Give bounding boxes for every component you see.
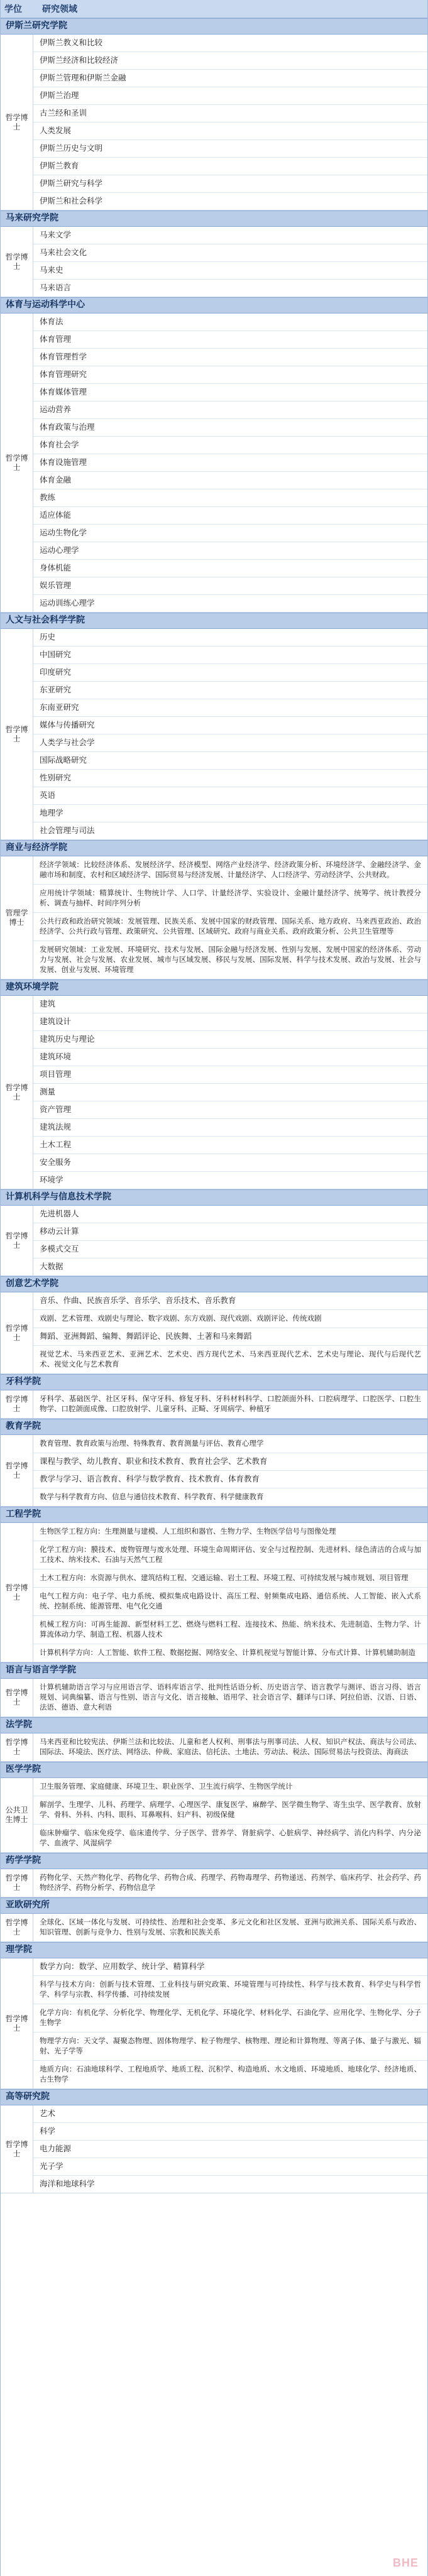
field-item: 娱乐管理 (33, 577, 427, 595)
field-item: 先进机器人 (33, 1206, 427, 1223)
school-section (1, 629, 427, 840)
field-item: 机械工程方向：可再生能源、新型材料工艺、燃烧与燃料工程、连接技术、热能、纳米技术、先进制造、生物力学、计算流体动力学、制造工程、机器人技术 (33, 1616, 427, 1644)
field-item: 电力能源 (33, 2141, 427, 2158)
field-item: 科学 (33, 2123, 427, 2141)
field-item: 应用统计学领域：精算统计、生物统计学、人口学、计量经济学、实验设计、金融计量经济学、统筹学、统计教授分析、调查与抽样、时间序列分析 (33, 885, 427, 913)
field-item: 适应体能 (33, 507, 427, 525)
field-list (33, 2105, 427, 2193)
field-item: 人类发展 (33, 123, 427, 140)
field-item: 地理学 (33, 805, 427, 822)
field-item: 运动营养 (33, 401, 427, 419)
field-list (33, 314, 427, 612)
field-item: 大数据 (40, 1262, 63, 1271)
school-section (1, 1292, 427, 1374)
school-title: 法学院 (1, 1717, 427, 1733)
field-item: 伊斯兰研究与科学 (33, 175, 427, 193)
degree-label: 管理学博士 (1, 856, 33, 979)
field-item: 东南亚研究 (33, 699, 427, 717)
school-section (1, 35, 427, 210)
degree-label: 哲学博士 (1, 227, 33, 297)
field-item: 建筑设计 (33, 1013, 427, 1031)
field-item: 建筑 (33, 996, 427, 1013)
degree-label: 哲学博士 (1, 1679, 33, 1716)
school-section (1, 1958, 427, 2089)
field-list (33, 1733, 427, 1761)
school-title: 工程学院 (1, 1507, 427, 1523)
field-item: 体育媒体管理 (33, 384, 427, 401)
field-item: 数学与科学教育方向、信息与通信技术教育、科学教育、科学健康教育 (40, 1493, 264, 1501)
field-item: 生物医学工程方向：生理测量与建模、人工组织和器官、生物力学、生物医学信号与图像处理 (33, 1523, 427, 1541)
field-item: 历史 (33, 629, 427, 647)
field-list (33, 1869, 427, 1897)
field-item: 测量 (33, 1084, 427, 1101)
field-item: 音乐、作曲、民族音乐学、音乐学、音乐技术、音乐教育 (33, 1292, 427, 1310)
school-section (1, 996, 427, 1189)
field-item: 体育管理研究 (33, 366, 427, 384)
school-section (1, 1733, 427, 1762)
school-title: 人文与社会科学学院 (1, 613, 427, 629)
field-item: 伊斯兰经济和比较经济 (33, 52, 427, 70)
field-item: 舞蹈、亚洲舞蹈、编舞、舞蹈评论、民族舞、土著和马来舞蹈 (33, 1328, 427, 1346)
header-field: 研究领域 (42, 5, 77, 14)
field-item: 建筑历史与理论 (33, 1031, 427, 1049)
field-list (33, 1679, 427, 1716)
field-list (33, 996, 427, 1189)
field-item: 计算机科学方向：人工智能、软件工程、数据挖掘、网络安全、计算机视觉与智能计算、分布式计算、计算机辅助制造 (40, 1649, 415, 1657)
field-item: 马来社会文化 (33, 244, 427, 262)
school-section (1, 2105, 427, 2193)
field-item: 运动生物化学 (33, 525, 427, 542)
field-list (33, 1914, 427, 1941)
field-item: 地质方向：石油地球科学、工程地质学、地质工程、沉积学、构造地质、水文地质、环境地质、地球化学、经济地质、古生物学 (40, 2066, 421, 2083)
field-item: 资产管理 (33, 1101, 427, 1119)
field-item: 经济学领域：比较经济体系、发展经济学、经济模型、网络产业经济学、经济政策分析、环境经济学、金融经济学、金融市场和制度、农村和区域经济学、国际贸易与经济发展、计量经济学、人口经济学、劳动经济学、公共财政。 (33, 856, 427, 885)
school-title: 建筑环境学院 (1, 980, 427, 996)
field-item: 数学方向：数学、应用数学、统计学、精算科学 (33, 1958, 427, 1976)
field-item: 体育法 (33, 314, 427, 331)
field-list (33, 1206, 427, 1275)
field-item: 光子学 (33, 2158, 427, 2176)
degree-label: 哲学博士 (1, 1206, 33, 1275)
field-item: 运动心理学 (33, 542, 427, 560)
degree-label: 公共卫生博士 (1, 1778, 33, 1852)
watermark-logo: BHE (392, 2557, 419, 2569)
field-list (33, 1390, 427, 1418)
field-item: 建筑环境 (33, 1049, 427, 1066)
field-item: 环境学 (40, 1176, 63, 1184)
field-item: 马来西亚和比较宪法、伊斯兰法和比较法、儿童和老人权利、刑事法与刑事司法、人权、知识产权法、商法与公司法、国际法、环境法、医疗法、网络法、仲裁、家庭法、信托法、土地法、劳动法、税法、国际贸易法与投资法、海商法 (40, 1738, 421, 1756)
degree-label: 哲学博士 (1, 314, 33, 612)
school-section (1, 314, 427, 613)
field-item: 伊斯兰管理和伊斯兰金融 (33, 70, 427, 87)
field-item: 体育金融 (33, 472, 427, 489)
field-item: 视觉艺术、马来西亚艺术、亚洲艺术、艺术史、西方现代艺术、马来西亚现代艺术、艺术史与理论、现代与后现代艺术、视觉文化与艺术教育 (40, 1351, 421, 1368)
school-section (1, 1914, 427, 1942)
field-item: 戏剧、艺术管理、戏剧史与理论、数字戏剧、东方戏剧、现代戏剧、戏剧评论、传统戏剧 (33, 1310, 427, 1328)
school-section (1, 1435, 427, 1507)
field-item: 教育管理、教育政策与治理、特殊教育、教育测量与评估、教育心理学 (33, 1435, 427, 1453)
field-item: 土木工程 (33, 1137, 427, 1154)
table-header (1, 0, 427, 18)
field-item: 体育社会学 (33, 437, 427, 454)
field-item: 化学方向：有机化学、分析化学、物理化学、无机化学、环境化学、材料化学、石油化学、应用化学、生物化学、分子生物学 (33, 2004, 427, 2033)
field-list (33, 629, 427, 839)
field-item: 马来文学 (33, 227, 427, 244)
field-item: 古兰经和圣训 (33, 105, 427, 123)
school-section (1, 1390, 427, 1419)
field-item: 伊斯兰历史与文明 (33, 140, 427, 158)
field-list (33, 1523, 427, 1662)
field-item: 海洋和地球科学 (40, 2180, 95, 2188)
school-title: 药学学院 (1, 1853, 427, 1869)
field-item: 身体机能 (33, 560, 427, 577)
school-title: 体育与运动科学中心 (1, 297, 427, 314)
school-title: 马来研究学院 (1, 210, 427, 227)
degree-label: 哲学博士 (1, 629, 33, 839)
field-item: 人类学与社会学 (33, 734, 427, 752)
field-item: 伊斯兰教义和比较 (33, 35, 427, 52)
school-title: 教育学院 (1, 1419, 427, 1435)
field-list (33, 227, 427, 297)
field-item: 建筑法规 (33, 1119, 427, 1137)
field-item: 体育设施管理 (33, 454, 427, 472)
field-item: 教学与学习、语言教育、科学与数学教育、技术教育、体育教育 (33, 1471, 427, 1488)
field-item: 牙科学、基础医学、社区牙科、保守牙科、修复牙科、牙科材料科学、口腔颌面外科、口腔病理学、口腔医学、口腔生物学、口腔颌面成像、口腔放射学、儿童牙科、正畸、牙周病学、种植牙 (40, 1395, 421, 1413)
field-item: 全球化、区域一体化与发展、可持续性、治理和社会变革、多元文化和社区发展、亚洲与欧洲关系、国际关系与政治、知识管理、创新与竞争力、性别与发展、宗教和民族关系 (40, 1919, 421, 1936)
field-item: 国际战略研究 (33, 752, 427, 770)
field-item: 项目管理 (33, 1066, 427, 1084)
school-section (1, 1778, 427, 1853)
school-section (1, 1679, 427, 1717)
degree-label: 哲学博士 (1, 2105, 33, 2193)
field-item: 药物化学、天然产物化学、药物化学、药物合成、药理学、药物毒理学、药物递送、药剂学、临床药学、社会药学、药物经济学、药物分析学、药物信息学 (40, 1874, 421, 1892)
schools-list (1, 18, 427, 2193)
field-item: 物理学方向：天文学、凝聚态物理、固体物理学、粒子物理学、核物理、理论和计算物理、等离子体、量子与激光、辐射、光子学等 (33, 2033, 427, 2061)
field-item: 体育政策与治理 (33, 419, 427, 437)
field-item: 马来语言 (40, 283, 72, 292)
field-item: 移动云计算 (33, 1223, 427, 1241)
degree-label: 哲学博士 (1, 996, 33, 1189)
field-item: 伊斯兰和社会科学 (40, 197, 103, 205)
field-item: 临床肿瘤学、临床免疫学、临床遗传学、分子医学、营养学、肾脏病学、心脏病学、神经病学、消化内科学、内分泌学、血液学、风湿病学 (40, 1830, 421, 1847)
degree-label: 哲学博士 (1, 1292, 33, 1373)
field-item: 体育管理哲学 (33, 349, 427, 366)
field-item: 课程与教学、幼儿教育、职业和技术教育、教育社会学、艺术教育 (33, 1453, 427, 1471)
field-item: 教练 (33, 489, 427, 507)
field-item: 伊斯兰教育 (33, 158, 427, 175)
degree-label: 哲学博士 (1, 1733, 33, 1761)
field-item: 电气工程方向：电子学、电力系统、模拟集成电路设计、高压工程、射频集成电路、通信系统、人工智能、嵌入式系统、控制系统、能源管理、电气化交通 (33, 1588, 427, 1616)
field-item: 媒体与传播研究 (33, 717, 427, 734)
school-title: 创意艺术学院 (1, 1276, 427, 1292)
school-section (1, 1869, 427, 1897)
school-title: 商业与经济学院 (1, 840, 427, 856)
school-section (1, 1523, 427, 1662)
field-list (33, 1958, 427, 2088)
degree-label: 哲学博士 (1, 35, 33, 210)
school-title: 医学学院 (1, 1762, 427, 1778)
field-item: 科学与技术方向：创新与技术管理、工业科技与研究政策、环境管理与可持续性、科学与技术教育、科学史与科学哲学、科学与宗教、科学传播、可持续发展 (33, 1976, 427, 2004)
school-section (1, 856, 427, 980)
school-title: 高等研究院 (1, 2089, 427, 2105)
field-item: 解剖学、生理学、儿科、药理学、病理学、心理医学、康复医学、麻醉学、医学微生物学、寄生虫学、医学教育、放射学、骨科、外科、内科、眼科、耳鼻喉科、妇产科、初级保健 (33, 1796, 427, 1825)
field-list (33, 1292, 427, 1373)
field-list (33, 35, 427, 210)
field-item: 卫生服务管理、家庭健康、环境卫生、职业医学、卫生流行病学、生物医学统计 (33, 1778, 427, 1796)
field-item: 发展研究领域：工业发展、环境研究、技术与发展、国际金融与经济发展、性别与发展、发展中国家的经济体系、劳动力与发展、社会与发展、农业发展、城市与区域发展、移民与发展、国际发展、科学与技术发展、政治与发展、社会与发展、创业与发展、环境管理 (40, 946, 421, 974)
header-degree: 学位 (4, 5, 22, 14)
field-item: 性别研究 (33, 770, 427, 787)
school-title: 语言与语言学学院 (1, 1662, 427, 1679)
field-item: 计算机辅助语言学习与应用语言学、语料库语言学、批判性话语分析、历史语言学、语言教学与测评、语言习得、语言规划、词典编纂、语言与性别、语言与文化、语言接触、语用学、社会语言学、翻译与口译、阿拉伯语、汉语、日语、法语、德语、意大利语 (40, 1684, 421, 1711)
school-title: 伊斯兰研究学院 (1, 18, 427, 35)
field-item: 印度研究 (33, 664, 427, 682)
field-list (33, 856, 427, 979)
field-item: 体育管理 (33, 331, 427, 349)
degree-label: 哲学博士 (1, 1869, 33, 1897)
field-item: 多模式交互 (33, 1241, 427, 1258)
school-section (1, 1206, 427, 1276)
school-title: 亚欧研究所 (1, 1897, 427, 1914)
field-item: 伊斯兰治理 (33, 87, 427, 105)
field-item: 运动训练心理学 (40, 599, 95, 608)
field-list (33, 1435, 427, 1506)
degree-label: 哲学博士 (1, 1435, 33, 1506)
field-item: 安全服务 (33, 1154, 427, 1172)
field-item: 东亚研究 (33, 682, 427, 699)
field-item: 社会管理与司法 (40, 826, 95, 835)
field-item: 土木工程方向：水资源与供水、建筑结构工程、交通运输、岩土工程、环境工程、可持续发展与城市规划、项目管理 (33, 1569, 427, 1588)
field-item: 化学工程方向：膜技术、废物管理与废水处理、环境生命周期评估、安全与过程控制、先进材料、绿色清洁的合成与加工技术、纳米技术、石油与天然气工程 (33, 1541, 427, 1569)
field-item: 马来史 (33, 262, 427, 280)
field-item: 英语 (33, 787, 427, 805)
field-item: 艺术 (33, 2105, 427, 2123)
field-item: 中国研究 (33, 647, 427, 664)
school-title: 理学院 (1, 1942, 427, 1958)
degree-label: 哲学博士 (1, 1390, 33, 1418)
degree-label: 哲学博士 (1, 1914, 33, 1941)
degree-label: 哲学博士 (1, 1958, 33, 2088)
field-list (33, 1778, 427, 1852)
degree-label: 哲学博士 (1, 1523, 33, 1662)
school-title: 计算机科学与信息技术学院 (1, 1189, 427, 1206)
school-section (1, 227, 427, 297)
field-item: 公共行政和政治研究领域：发展管理、民族关系、发展中国家的财政管理、国际关系、地方政府、马来西亚政治、政治经济学、公共行政与管理、政策研究、公共管理、区域研究、政府与商业关系、政府政策分析、公共卫生管理等 (33, 913, 427, 941)
school-title: 牙科学院 (1, 1374, 427, 1390)
